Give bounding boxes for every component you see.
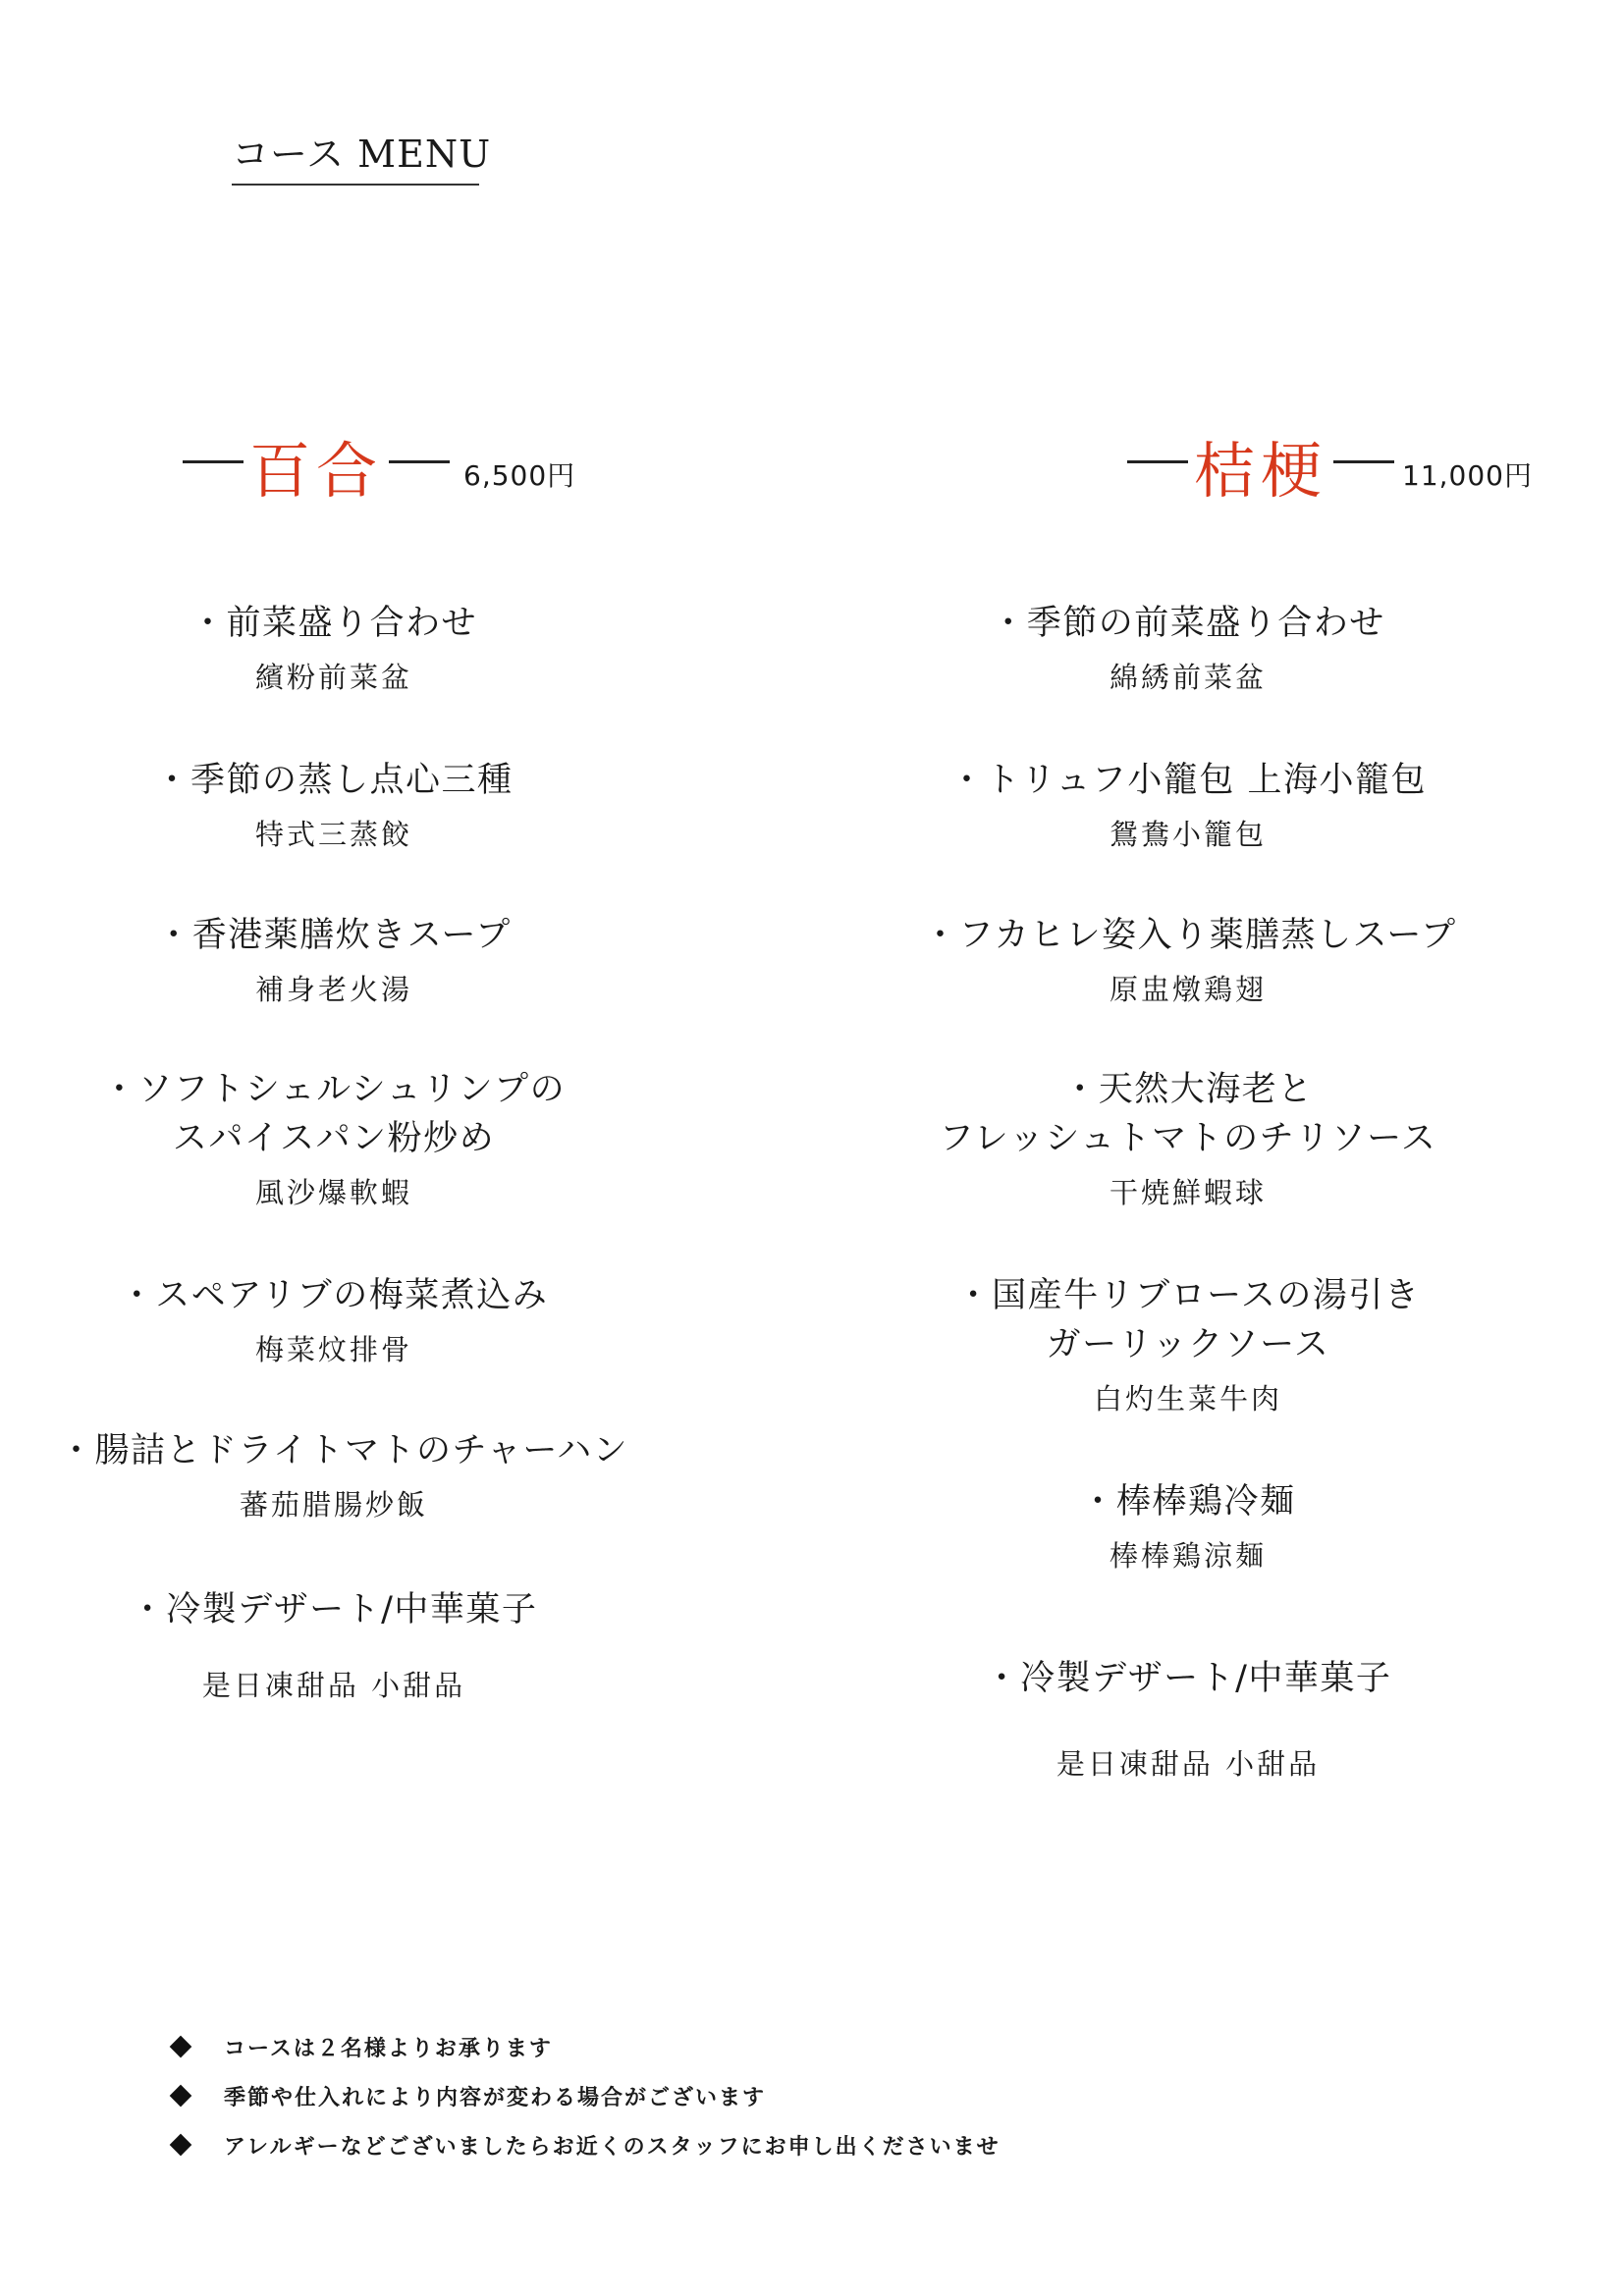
menu-item <box>59 1271 609 1368</box>
item-cn: 補身老火湯 <box>254 973 412 1006</box>
title-dash <box>1333 460 1394 463</box>
menu-item <box>59 1065 609 1211</box>
diamond-bullet-icon <box>170 2085 192 2108</box>
menu-item <box>923 911 1457 1008</box>
item-jp: ・棒棒鶏冷麺 <box>1080 1482 1296 1522</box>
item-cn: 原盅燉鶏翅 <box>1109 973 1267 1006</box>
course-name: 桔梗 <box>1194 435 1328 507</box>
item-jp: ・腸詰とドライトマトのチャーハン <box>59 1431 629 1470</box>
title-dash <box>1127 460 1188 463</box>
item-jp: ・フカヒレ姿入り薬膳蒸しスープ <box>923 916 1457 955</box>
item-cn: 特式三蒸餃 <box>254 818 412 851</box>
item-jp: フレッシュトマトのチリソース <box>939 1119 1437 1158</box>
note-text: 季節や仕入れにより内容が変わる場合がございます <box>224 2086 767 2110</box>
note-item <box>173 2130 1001 2179</box>
item-cn: 梅菜炆排骨 <box>254 1333 412 1366</box>
item-cn: 干焼鮮蝦球 <box>1109 1176 1267 1209</box>
course-price: 11,000円 <box>1402 458 1533 492</box>
item-jp: ガーリックソース <box>1046 1325 1330 1364</box>
item-jp: ・天然大海老と <box>1062 1070 1314 1109</box>
notes <box>173 2032 1001 2179</box>
menu-item <box>59 911 609 1008</box>
course-name: 百合 <box>249 435 384 507</box>
item-jp: ・前菜盛り合わせ <box>189 604 477 643</box>
diamond-bullet-icon <box>170 2036 192 2058</box>
menu-item <box>923 1477 1453 1575</box>
item-cn: 是日凍甜品 小甜品 <box>1056 1747 1321 1781</box>
diamond-bullet-icon <box>170 2134 192 2157</box>
item-jp: ・ソフトシェルシュリンプの <box>101 1070 567 1109</box>
item-jp: ・冷製デザート/中華菓子 <box>984 1659 1392 1698</box>
menu-item <box>59 1426 629 1523</box>
item-cn: 棒棒鶏涼麺 <box>1109 1539 1267 1573</box>
item-cn: 是日凍甜品 小甜品 <box>201 1669 466 1702</box>
item-cn: 繽粉前菜盆 <box>254 661 412 694</box>
menu-item <box>923 1271 1453 1417</box>
menu-item <box>923 599 1453 696</box>
item-jp: スパイスパン粉炒め <box>172 1119 496 1158</box>
menu-header: コース MENU <box>232 124 479 186</box>
menu-item <box>59 599 609 696</box>
course-title <box>177 422 575 510</box>
item-jp: ・スペアリブの梅菜煮込み <box>119 1276 549 1315</box>
item-jp: ・季節の蒸し点心三種 <box>154 761 514 800</box>
course-price: 6,500円 <box>463 458 576 492</box>
course-title <box>1121 422 1533 510</box>
item-jp: ・香港薬膳炊きスープ <box>156 916 512 955</box>
note-text: コースは２名様よりお承ります <box>224 2037 553 2061</box>
title-dash <box>183 460 244 463</box>
item-cn: 風沙爆軟蝦 <box>254 1176 412 1209</box>
note-text: アレルギーなどございましたらお近くのスタッフにお申し出くださいませ <box>224 2135 1001 2160</box>
menu-item <box>923 1065 1453 1211</box>
item-jp: ・国産牛リブロースの湯引き <box>955 1276 1421 1315</box>
title-dash <box>389 460 450 463</box>
item-jp: ・トリュフ小籠包 上海小籠包 <box>948 761 1428 800</box>
item-cn: 蕃茄腊腸炒飯 <box>239 1488 428 1522</box>
menu-item <box>59 1585 609 1704</box>
menu-item <box>59 756 609 853</box>
item-cn: 白灼生菜牛肉 <box>1093 1382 1282 1415</box>
item-cn: 鴛鴦小籠包 <box>1109 818 1267 851</box>
item-jp: ・冷製デザート/中華菓子 <box>130 1590 538 1629</box>
item-cn: 綿綉前菜盆 <box>1109 661 1267 694</box>
menu-item <box>923 1654 1453 1783</box>
note-item <box>173 2032 1001 2081</box>
note-item <box>173 2081 1001 2130</box>
item-jp: ・季節の前菜盛り合わせ <box>991 604 1385 643</box>
menu-item <box>923 756 1453 853</box>
